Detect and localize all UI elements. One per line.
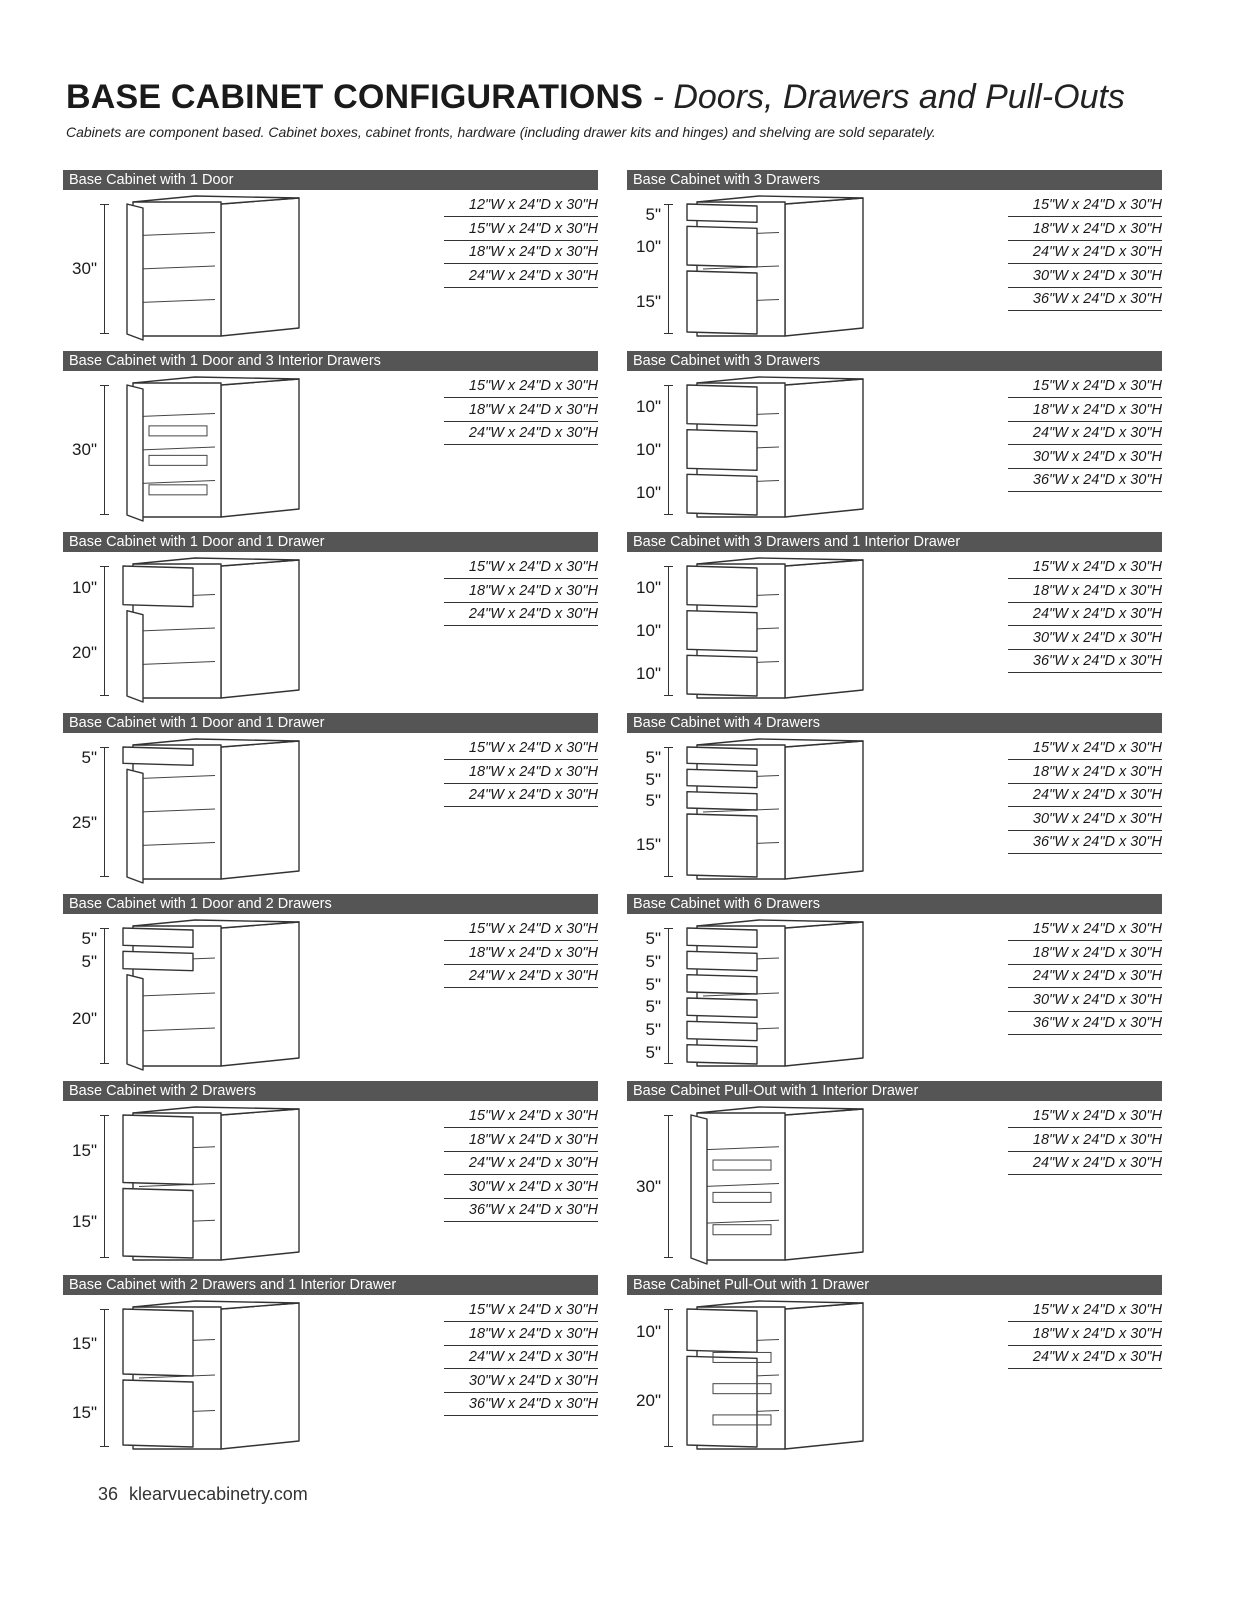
size-option: 30"W x 24"D x 30"H: [1008, 267, 1162, 288]
cabinet-door: [127, 975, 143, 1070]
dimension-label: 5": [81, 952, 97, 971]
size-option: 18"W x 24"D x 30"H: [1008, 1325, 1162, 1346]
cabinet-drawer-front: [687, 928, 757, 947]
cabinet-drawer-front: [687, 747, 757, 765]
size-option: 30"W x 24"D x 30"H: [444, 1372, 598, 1393]
cabinet-section: [63, 1081, 598, 1274]
size-option: 15"W x 24"D x 30"H: [1008, 739, 1162, 760]
cabinet-drawer-front: [687, 975, 757, 994]
size-option: 30"W x 24"D x 30"H: [1008, 810, 1162, 831]
cabinet-drawer-front: [687, 226, 757, 267]
cabinet-illustration: [679, 1101, 879, 1274]
cabinet-drawer-front: [687, 1356, 757, 1447]
cabinet-section: [63, 1275, 598, 1463]
dimension-label: 5": [645, 1020, 661, 1039]
size-list: [444, 1107, 598, 1225]
dimension-bracket: [104, 747, 105, 877]
dimension-labels: [63, 1101, 123, 1274]
size-option: 15"W x 24"D x 30"H: [444, 377, 598, 398]
cabinet-illustration: [679, 190, 879, 350]
dimension-labels: [63, 914, 123, 1080]
cabinet-illustration: [679, 371, 879, 531]
dimension-label: 10": [636, 237, 661, 257]
size-list: [444, 1301, 598, 1419]
size-option: 18"W x 24"D x 30"H: [1008, 944, 1162, 965]
size-option: 36"W x 24"D x 30"H: [1008, 833, 1162, 854]
dimension-label: 20": [72, 1008, 97, 1028]
dimension-bracket: [104, 1309, 105, 1447]
cabinet-section: [63, 894, 598, 1080]
section-body: [627, 1101, 1162, 1274]
cabinet-side-panel: [221, 1109, 299, 1260]
size-option: 15"W x 24"D x 30"H: [1008, 920, 1162, 941]
dimension-label: 5": [645, 1042, 661, 1062]
cabinet-side-panel: [785, 379, 863, 517]
dimension-labels: [63, 1295, 123, 1463]
size-option: 24"W x 24"D x 30"H: [1008, 967, 1162, 988]
dimension-label: 5": [645, 997, 661, 1017]
section-body: [627, 371, 1162, 531]
cabinet-side-panel: [785, 1109, 863, 1260]
section-title-bar: Base Cabinet Pull-Out with 1 Drawer: [627, 1275, 1162, 1295]
size-option: 30"W x 24″D x 30"H: [1008, 448, 1162, 469]
dimension-labels: [627, 733, 687, 893]
dimension-label: 10": [636, 396, 661, 416]
size-option: 36"W x 24"D x 30"H: [1008, 1014, 1162, 1035]
size-option: 24"W x 24"D x 30"H: [444, 424, 598, 445]
size-option: 36"W x 24"D x 30"H: [1008, 652, 1162, 673]
size-list: [444, 558, 598, 629]
cabinet-side-panel: [785, 1303, 863, 1449]
size-option: 15"W x 24"D x 30"H: [1008, 1301, 1162, 1322]
dimension-bracket: [668, 204, 669, 334]
section-title-bar: Base Cabinet with 1 Door and 2 Drawers: [63, 894, 598, 914]
size-option: 24"W x 24"D x 30"H: [1008, 424, 1162, 445]
page-footer: [98, 1484, 308, 1505]
cabinet-drawer-front: [123, 951, 193, 970]
size-option: 24"W x 24"D x 30"H: [444, 1348, 598, 1369]
cabinet-drawer-front: [687, 204, 757, 222]
size-option: 18"W x 24"D x 30"H: [1008, 763, 1162, 784]
dimension-labels: [627, 190, 687, 350]
section-title-bar: Base Cabinet with 1 Door and 1 Drawer: [63, 713, 598, 733]
dimension-label: 10": [636, 1322, 661, 1341]
dimension-label: 15": [72, 1333, 97, 1353]
size-option: 15"W x 24"D x 30"H: [444, 920, 598, 941]
cabinet-section: [627, 1275, 1162, 1463]
cabinet-door: [691, 1115, 707, 1264]
section-body: [627, 1295, 1162, 1463]
cabinet-section: [627, 170, 1162, 350]
size-option: 24"W x 24"D x 30"H: [444, 1154, 598, 1175]
section-body: [63, 1295, 598, 1463]
section-body: [63, 733, 598, 893]
cabinet-illustration: [115, 552, 315, 712]
size-option: 24"W x 24"D x 30"H: [444, 786, 598, 807]
dimension-label: 10": [636, 664, 661, 684]
cabinet-section: [627, 894, 1162, 1080]
section-body: [627, 190, 1162, 350]
cabinet-drawer-front: [687, 611, 757, 652]
section-body: [627, 733, 1162, 893]
cabinet-side-panel: [785, 922, 863, 1066]
section-title-bar: Base Cabinet with 4 Drawers: [627, 713, 1162, 733]
cabinet-drawer-front: [687, 814, 757, 877]
cabinet-door: [127, 385, 143, 521]
size-list: [1008, 920, 1162, 1038]
cabinet-door: [127, 204, 143, 340]
dimension-bracket: [104, 204, 105, 334]
dimension-label: 10": [636, 483, 661, 503]
cabinet-side-panel: [221, 560, 299, 698]
cabinet-drawer-front: [123, 1380, 193, 1447]
dimension-bracket: [104, 385, 105, 515]
size-option: 18"W x 24"D x 30"H: [444, 243, 598, 264]
dimension-label: 20": [636, 1391, 661, 1410]
cabinet-illustration: [115, 914, 315, 1080]
size-option: 18"W x 24"D x 30"H: [444, 763, 598, 784]
size-option: 15"W x 24"D x 30"H: [444, 739, 598, 760]
cabinet-side-panel: [221, 379, 299, 517]
cabinet-drawer-front: [687, 430, 757, 471]
section-title-bar: Base Cabinet with 1 Door and 1 Drawer: [63, 532, 598, 552]
size-option: 18"W x 24"D x 30"H: [444, 582, 598, 603]
section-body: [63, 190, 598, 350]
page-title-main: BASE CABINET CONFIGURATIONS: [66, 78, 644, 116]
dimension-labels: [627, 914, 687, 1080]
cabinet-side-panel: [221, 1303, 299, 1449]
size-option: 15"W x 24"D x 30"H: [1008, 1107, 1162, 1128]
size-option: 15"W x 24"D x 30"H: [444, 558, 598, 579]
size-list: [1008, 196, 1162, 314]
dimension-label: 25": [72, 812, 97, 832]
section-body: [63, 914, 598, 1080]
size-option: 18"W x 24"D x 30"H: [444, 1131, 598, 1152]
dimension-label: 10": [636, 440, 661, 459]
size-option: 24"W x 24"D x 30"H: [1008, 1348, 1162, 1369]
size-option: 30"W x 24"D x 30"H: [1008, 629, 1162, 650]
dimension-label: 5": [645, 929, 661, 949]
cabinet-illustration: [115, 1101, 315, 1274]
size-option: 15"W x 24"D x 30"H: [444, 1107, 598, 1128]
cabinet-illustration: [679, 552, 879, 712]
section-body: [627, 914, 1162, 1080]
cabinet-side-panel: [785, 198, 863, 336]
size-option: 15"W x 24"D x 30"H: [1008, 558, 1162, 579]
dimension-bracket: [668, 928, 669, 1064]
dimension-label: 5": [645, 747, 661, 767]
section-title-bar: Base Cabinet with 3 Drawers: [627, 170, 1162, 190]
dimension-bracket: [104, 928, 105, 1064]
cabinet-illustration: [115, 1295, 315, 1463]
cabinet-drawer-front: [687, 474, 757, 515]
cabinet-drawer-front: [687, 1021, 757, 1040]
size-list: [1008, 739, 1162, 857]
dimension-labels: [63, 733, 123, 893]
section-body: [63, 1101, 598, 1274]
dimension-labels: [627, 552, 687, 712]
dimension-label: 5": [645, 791, 661, 811]
cabinet-illustration: [115, 733, 315, 893]
dimension-label: 10": [636, 577, 661, 597]
size-option: 15"W x 24"D x 30"H: [1008, 196, 1162, 217]
size-list: [444, 377, 598, 448]
size-option: 18"W x 24"D x 30"H: [1008, 220, 1162, 241]
size-option: 36"W x 24"D x 30"H: [1008, 471, 1162, 492]
cabinet-section: [63, 713, 598, 893]
cabinet-drawer-front: [123, 747, 193, 765]
size-option: 18"W x 24"D x 30"H: [1008, 1131, 1162, 1152]
size-list: [444, 920, 598, 991]
section-title-bar: Base Cabinet with 3 Drawers: [627, 351, 1162, 371]
page-title-sub: - Doors, Drawers and Pull-Outs: [652, 78, 1125, 116]
page-title: [66, 76, 1125, 118]
dimension-bracket: [668, 566, 669, 696]
cabinet-illustration: [679, 733, 879, 893]
dimension-bracket: [668, 385, 669, 515]
cabinet-drawer-front: [123, 1189, 193, 1259]
dimension-label: 15": [72, 1140, 97, 1160]
section-title-bar: Base Cabinet with 2 Drawers and 1 Interior Drawer: [63, 1275, 598, 1295]
size-option: 36"W x 24"D x 30"H: [444, 1395, 598, 1416]
size-option: 15"W x 24"D x 30"H: [444, 220, 598, 241]
size-option: 24"W x 24"D x 30"H: [444, 605, 598, 626]
section-body: [627, 552, 1162, 712]
cabinet-drawer-front: [123, 1115, 193, 1185]
dimension-labels: [63, 371, 123, 531]
dimension-label: 15": [636, 291, 661, 311]
dimension-label: 15": [636, 834, 661, 854]
size-option: 15"W x 24"D x 30"H: [444, 1301, 598, 1322]
cabinet-drawer-front: [123, 566, 193, 607]
dimension-bracket: [668, 747, 669, 877]
cabinet-side-panel: [785, 560, 863, 698]
dimension-label: 5": [645, 769, 661, 789]
size-option: 24"W x 24"D x 30"H: [444, 967, 598, 988]
size-option: 30"W x 24"D x 30"H: [1008, 991, 1162, 1012]
dimension-label: 5": [81, 747, 97, 767]
section-title-bar: Base Cabinet with 1 Door: [63, 170, 598, 190]
dimension-labels: [627, 1101, 687, 1274]
size-list: [444, 739, 598, 810]
size-option: 18"W x 24"D x 30"H: [1008, 582, 1162, 603]
cabinet-side-panel: [221, 198, 299, 336]
cabinet-section: [627, 713, 1162, 893]
dimension-label: 5": [645, 952, 661, 971]
size-option: 15"W x 24"D x 30"H: [1008, 377, 1162, 398]
cabinet-drawer-front: [687, 385, 757, 426]
page-subtitle: Cabinets are component based. Cabinet boxes, cabinet fronts, hardware (including drawer kits and hinges) and shelving are sold separately.: [66, 124, 936, 140]
page-number: 36: [98, 1484, 119, 1504]
cabinet-drawer-front: [687, 769, 757, 787]
size-option: 36"W x 24"D x 30"H: [444, 1201, 598, 1222]
size-option: 18"W x 24"D x 30"H: [444, 401, 598, 422]
cabinet-door: [127, 769, 143, 883]
cabinet-illustration: [679, 1295, 879, 1463]
dimension-bracket: [104, 1115, 105, 1258]
cabinet-drawer-front: [687, 271, 757, 334]
dimension-label: 10": [72, 577, 97, 597]
size-list: [1008, 377, 1162, 495]
cabinet-illustration: [115, 190, 315, 350]
dimension-bracket: [668, 1309, 669, 1447]
dimension-label: 5": [81, 929, 97, 949]
cabinet-section: [627, 532, 1162, 712]
cabinet-section: [63, 170, 598, 350]
size-option: 24"W x 24"D x 30"H: [1008, 605, 1162, 626]
cabinet-drawer-front: [687, 1309, 757, 1352]
section-title-bar: Base Cabinet with 1 Door and 3 Interior Drawers: [63, 351, 598, 371]
size-option: 24"W x 24"D x 30"H: [1008, 243, 1162, 264]
cabinet-drawer-front: [123, 928, 193, 947]
dimension-labels: [63, 190, 123, 350]
size-option: 24"W x 24"D x 30"H: [444, 267, 598, 288]
size-option: 36"W x 24"D x 30"H: [1008, 290, 1162, 311]
size-list: [1008, 1301, 1162, 1372]
size-option: 18"W x 24"D x 30"H: [444, 944, 598, 965]
dimension-label: 30": [72, 259, 97, 278]
size-option: 18"W x 24"D x 30"H: [444, 1325, 598, 1346]
cabinet-drawer-front: [687, 998, 757, 1017]
section-body: [63, 371, 598, 531]
size-list: [1008, 1107, 1162, 1178]
section-body: [63, 552, 598, 712]
dimension-label: 15": [72, 1402, 97, 1422]
dimension-label: 30": [72, 440, 97, 459]
cabinet-side-panel: [221, 922, 299, 1066]
size-option: 30"W x 24"D x 30"H: [444, 1178, 598, 1199]
dimension-label: 5": [645, 204, 661, 224]
cabinet-drawer-front: [687, 655, 757, 696]
dimension-bracket: [668, 1115, 669, 1258]
size-option: 24"W x 24"D x 30"H: [1008, 786, 1162, 807]
dimension-label: 15": [72, 1212, 97, 1232]
section-title-bar: Base Cabinet Pull-Out with 1 Interior Drawer: [627, 1081, 1162, 1101]
section-title-bar: Base Cabinet with 6 Drawers: [627, 894, 1162, 914]
cabinet-side-panel: [785, 741, 863, 879]
cabinet-section: [63, 532, 598, 712]
cabinet-illustration: [679, 914, 879, 1080]
size-list: [444, 196, 598, 290]
dimension-labels: [627, 1295, 687, 1463]
cabinet-side-panel: [221, 741, 299, 879]
dimension-label: 5": [645, 974, 661, 994]
size-option: 18"W x 24"D x 30"H: [1008, 401, 1162, 422]
section-title-bar: Base Cabinet with 2 Drawers: [63, 1081, 598, 1101]
dimension-labels: [63, 552, 123, 712]
cabinet-drawer-front: [687, 792, 757, 810]
dimension-label: 20": [72, 642, 97, 662]
dimension-label: 10": [636, 621, 661, 640]
dimension-bracket: [104, 566, 105, 696]
cabinet-section: [627, 351, 1162, 531]
cabinet-drawer-front: [687, 1045, 757, 1064]
section-title-bar: Base Cabinet with 3 Drawers and 1 Interior Drawer: [627, 532, 1162, 552]
footer-website: klearvuecabinetry.com: [129, 1484, 308, 1504]
cabinet-section: [627, 1081, 1162, 1274]
dimension-labels: [627, 371, 687, 531]
size-option: 24"W x 24"D x 30"H: [1008, 1154, 1162, 1175]
size-option: 12"W x 24"D x 30"H: [444, 196, 598, 217]
cabinet-illustration: [115, 371, 315, 531]
size-list: [1008, 558, 1162, 676]
cabinet-drawer-front: [687, 566, 757, 607]
cabinet-drawer-front: [123, 1309, 193, 1376]
cabinet-door: [127, 611, 143, 702]
dimension-label: 30": [636, 1176, 661, 1196]
cabinet-drawer-front: [687, 951, 757, 970]
cabinet-section: [63, 351, 598, 531]
